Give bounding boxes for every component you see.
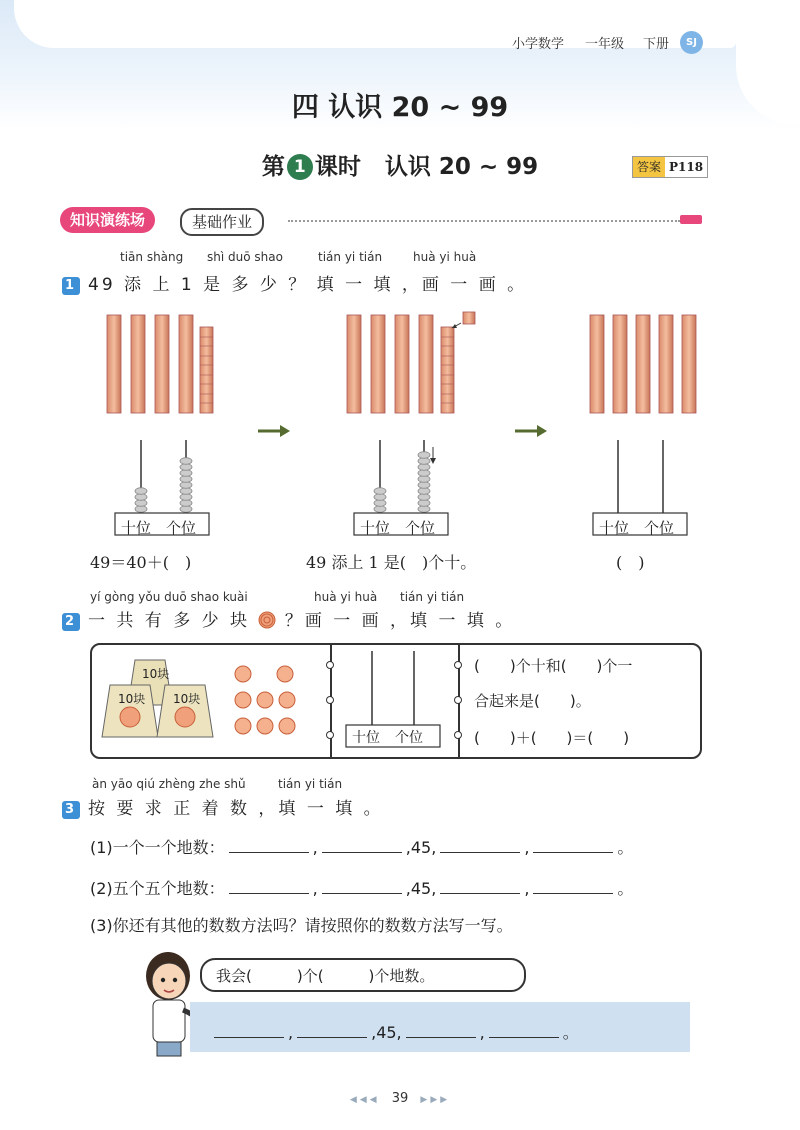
section-banner: 知识演练场 bbox=[60, 207, 155, 233]
q3-text: 按 要 求 正 着 数 ，填 一 填 。 bbox=[88, 799, 384, 819]
q3-pinyin: àn yāo qiú zhèng zhe shǔ bbox=[92, 777, 246, 791]
abacus-1-tens-label: 十位 bbox=[121, 519, 152, 537]
q3-item-1-label: (1)一个一个地数： bbox=[90, 838, 225, 857]
candy-icon bbox=[279, 718, 295, 734]
answer-blank[interactable] bbox=[229, 879, 309, 894]
q2-prompt bbox=[62, 606, 515, 631]
candy-icon bbox=[235, 666, 251, 682]
added-cube bbox=[463, 312, 475, 324]
given-number: 45 bbox=[410, 838, 432, 857]
bag-label: 10块 bbox=[173, 692, 201, 706]
answer-blank[interactable] bbox=[406, 1023, 476, 1038]
q2-fill-line-3[interactable]: ( )＋( )＝( ) bbox=[474, 729, 630, 747]
ten-rods-group-2 bbox=[347, 312, 475, 413]
header-grade: 一年级 bbox=[585, 37, 625, 52]
q2-number: 2 bbox=[62, 613, 80, 631]
q3-item-3: (3)你还有其他的数数方法吗？请按照你的数数方法写一写。 bbox=[90, 916, 513, 935]
candy-icon bbox=[235, 718, 251, 734]
candy-icon bbox=[235, 692, 251, 708]
candy-icon bbox=[257, 692, 273, 708]
q1-pinyin: tiān shàng bbox=[120, 250, 184, 264]
ten-rod bbox=[590, 315, 604, 413]
answer-blank[interactable] bbox=[229, 838, 309, 853]
right-arrows-icon: ▶▶▶ bbox=[420, 1095, 451, 1105]
q2-text-before: 一 共 有 多 少 块 bbox=[88, 611, 251, 631]
answer-page: P118 bbox=[665, 157, 707, 177]
q1-illustration bbox=[0, 300, 800, 545]
ten-rod bbox=[682, 315, 696, 413]
given-number: 45 bbox=[410, 879, 432, 898]
q2-tens-label: 十位 bbox=[352, 730, 380, 746]
q1-pinyin: tián yi tián bbox=[318, 250, 383, 264]
answer-reference[interactable] bbox=[632, 156, 708, 178]
q1-pinyin: huà yi huà bbox=[413, 250, 477, 264]
ten-rod bbox=[636, 315, 650, 413]
section-divider bbox=[288, 220, 680, 222]
bag-label: 10块 bbox=[118, 692, 146, 706]
speech-bubble-text[interactable]: 我会( )个( )个地数。 bbox=[216, 967, 435, 985]
answer-blank[interactable] bbox=[533, 838, 613, 853]
q1-fill-3[interactable]: ( ) bbox=[616, 553, 645, 572]
q2-pinyin: tián yi tián bbox=[400, 590, 465, 604]
abacus-1-ones-label: 个位 bbox=[166, 519, 197, 537]
answer-blank[interactable] bbox=[440, 838, 520, 853]
arrow-right-icon bbox=[515, 425, 547, 437]
ten-rod bbox=[659, 315, 673, 413]
section-subtitle: 基础作业 bbox=[180, 208, 264, 236]
q1-text: 49 添 上 1 是 多 少 ？ 填 一 填 ，画 一 画 。 bbox=[88, 275, 528, 295]
ten-rod bbox=[347, 315, 361, 413]
header-paper bbox=[14, 0, 736, 48]
header-subject: 小学数学 bbox=[512, 37, 565, 52]
pencil-icon bbox=[680, 215, 702, 224]
given-number: 45 bbox=[376, 1023, 397, 1042]
answer-blank[interactable] bbox=[489, 1023, 559, 1038]
answer-blank[interactable] bbox=[297, 1023, 367, 1038]
ten-rod bbox=[371, 315, 385, 413]
left-arrows-icon: ◀◀◀ bbox=[349, 1095, 380, 1105]
ten-rod bbox=[131, 315, 145, 413]
q3-prompt bbox=[62, 794, 384, 819]
q2-fill-line-1[interactable]: ( )个十和( )个一 bbox=[474, 657, 633, 675]
page-number-area bbox=[0, 1091, 800, 1106]
lesson-number: 1 bbox=[287, 154, 313, 180]
q3-custom-sequence: , ,45, , 。 bbox=[210, 1020, 579, 1043]
answer-blank[interactable] bbox=[533, 879, 613, 894]
ten-rods-group-3 bbox=[590, 315, 696, 413]
answer-blank[interactable] bbox=[440, 879, 520, 894]
unit-cubes bbox=[200, 327, 213, 413]
ten-rod bbox=[613, 315, 627, 413]
ten-rod bbox=[107, 315, 121, 413]
q3-number: 3 bbox=[62, 801, 80, 819]
q2-pinyin: huà yi huà bbox=[314, 590, 378, 604]
candy-icon bbox=[279, 692, 295, 708]
arrow-right-icon bbox=[258, 425, 290, 437]
q1-pinyin: shì duō shao bbox=[207, 250, 283, 264]
header-volume: 下册 bbox=[643, 37, 670, 52]
q2-fill-line-2[interactable]: 合起来是( )。 bbox=[474, 692, 591, 710]
lesson-prefix: 第 bbox=[261, 154, 285, 180]
q1-fill-1[interactable]: 49＝40＋( ) bbox=[90, 553, 192, 572]
q2-pinyin: yí gòng yǒu duō shao kuài bbox=[90, 590, 248, 604]
abacus-2-tens-label: 十位 bbox=[360, 519, 391, 537]
unit-cubes bbox=[441, 327, 454, 413]
q3-item-2: (2)五个五个地数： , ,45, , 。 bbox=[90, 879, 634, 898]
q1-number: 1 bbox=[62, 277, 80, 295]
candy-icon bbox=[257, 718, 273, 734]
ten-rod bbox=[179, 315, 193, 413]
candy-icon bbox=[277, 666, 293, 682]
q3-item-2-label: (2)五个五个地数： bbox=[90, 879, 225, 898]
q3-pinyin: tián yi tián bbox=[278, 777, 343, 791]
page-number: 39 bbox=[391, 1091, 409, 1106]
answer-blank[interactable] bbox=[214, 1023, 284, 1038]
ten-rod bbox=[419, 315, 433, 413]
publisher-badge: SJ bbox=[680, 31, 703, 54]
q2-text-after: ？画 一 画 ，填 一 填 。 bbox=[284, 611, 516, 631]
abacus-3-tens-label: 十位 bbox=[599, 519, 630, 537]
abacus-3-ones-label: 个位 bbox=[644, 519, 675, 537]
answer-label: 答案 bbox=[633, 157, 665, 177]
q1-prompt bbox=[62, 270, 527, 295]
ten-rod bbox=[155, 315, 169, 413]
ten-rod bbox=[395, 315, 409, 413]
ten-rods-group-1 bbox=[107, 315, 213, 413]
q1-fill-2[interactable]: 49 添上 1 是( )个十。 bbox=[306, 553, 477, 572]
answer-blank[interactable] bbox=[322, 838, 402, 853]
q3-item-1: (1)一个一个地数： , ,45, , 。 bbox=[90, 838, 634, 857]
answer-blank[interactable] bbox=[322, 879, 402, 894]
bag-label: 10块 bbox=[142, 667, 170, 681]
candy-icon bbox=[258, 611, 276, 629]
lesson-name: 认识 20 ~ 99 bbox=[384, 154, 539, 180]
unit-title: 四 认识 20 ~ 99 bbox=[291, 92, 509, 123]
abacus-2-ones-label: 个位 bbox=[405, 519, 436, 537]
lesson-suffix: 课时 bbox=[314, 154, 361, 180]
q2-ones-label: 个位 bbox=[395, 730, 423, 746]
